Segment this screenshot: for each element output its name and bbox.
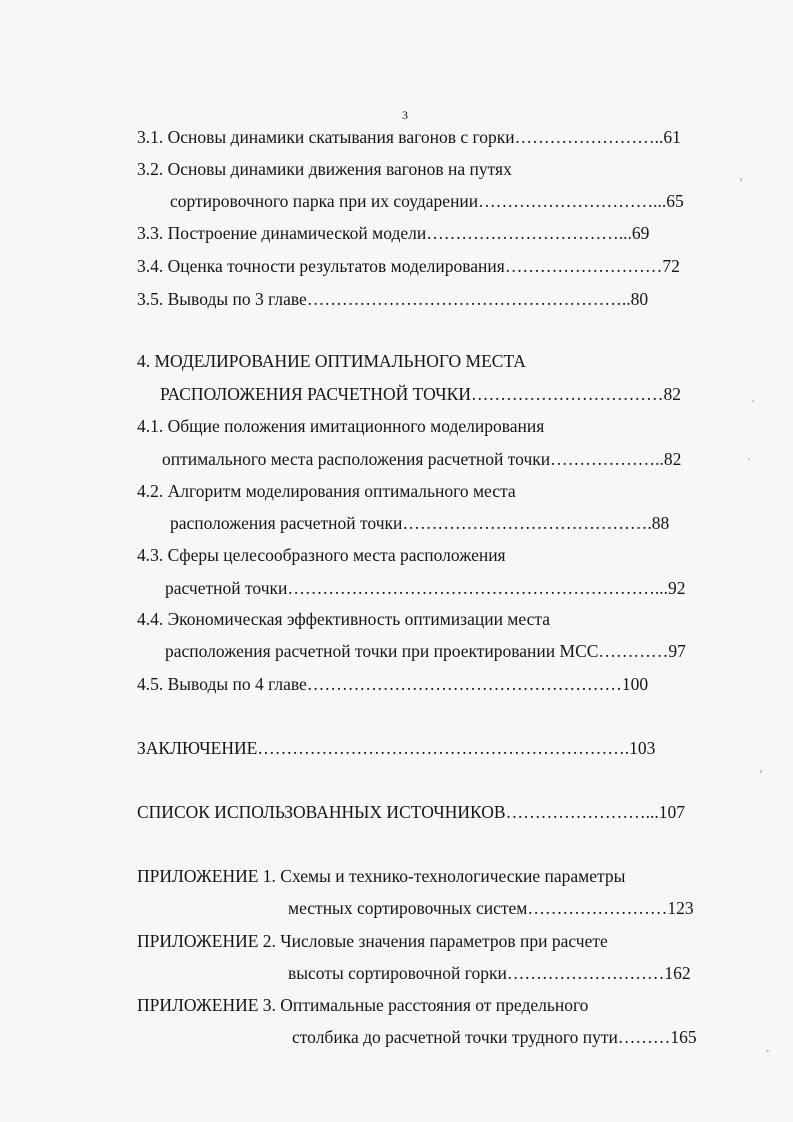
toc-appendix-3-line2: столбика до расчетной точки трудного пути………165	[292, 1027, 697, 1047]
toc-entry-4-1-line1: 4.1. Общие положения имитационного моделирования	[137, 416, 545, 436]
scan-speck	[766, 1050, 769, 1052]
scan-speck	[740, 178, 742, 181]
toc-entry-3-5: 3.5. Выводы по 3 главе………………………………………………..80	[137, 289, 649, 309]
scan-speck	[760, 770, 762, 773]
toc-appendix-3-line1: ПРИЛОЖЕНИЕ 3. Оптимальные расстояния от предельного	[137, 995, 589, 1015]
toc-chapter-4-line1: 4. МОДЕЛИРОВАНИЕ ОПТИМАЛЬНОГО МЕСТА	[137, 351, 526, 371]
toc-entry-4-1-line2: оптимального места расположения расчетной точки………………..82	[162, 449, 682, 469]
toc-entry-4-2-line2: расположения расчетной точки…………………………………….88	[170, 513, 670, 533]
toc-entry-4-2-line1: 4.2. Алгоритм моделирования оптимального места	[137, 481, 516, 501]
toc-appendix-1-line1: ПРИЛОЖЕНИЕ 1. Схемы и технико-технологические параметры	[137, 866, 626, 886]
toc-entry-4-4-line1: 4.4. Экономическая эффективность оптимизации места	[137, 609, 550, 629]
toc-entry-3-2-line1: 3.2. Основы динамики движения вагонов на путях	[137, 159, 512, 179]
toc-entry-3-4: 3.4. Оценка точности результатов моделирования………………………72	[137, 256, 680, 276]
scan-speck	[752, 400, 754, 402]
toc-appendix-2-line2: высоты сортировочной горки………………………162	[288, 963, 691, 983]
toc-sources: СПИСОК ИСПОЛЬЗОВАННЫХ ИСТОЧНИКОВ……………………...107	[137, 802, 685, 822]
scan-speck	[748, 458, 750, 460]
toc-entry-4-5: 4.5. Выводы по 4 главе………………………………………………100	[137, 674, 649, 694]
toc-entry-4-3-line2: расчетной точки………………………………………………………...92	[165, 578, 686, 598]
toc-chapter-4-line2: РАСПОЛОЖЕНИЯ РАСЧЕТНОЙ ТОЧКИ……………………………82	[160, 384, 681, 404]
toc-entry-4-4-line2: расположения расчетной точки при проектировании МСС…………97	[165, 641, 686, 661]
toc-appendix-2-line1: ПРИЛОЖЕНИЕ 2. Числовые значения параметров при расчете	[137, 931, 608, 951]
page-number: 3	[402, 108, 408, 122]
toc-entry-3-2-line2: сортировочного парка при их соударении…………………………...65	[170, 191, 684, 211]
toc-entry-3-3: 3.3. Построение динамической модели……………………………...69	[137, 223, 650, 243]
toc-conclusion: ЗАКЛЮЧЕНИЕ……………………………………………………….103	[137, 738, 656, 758]
toc-appendix-1-line2: местных сортировочных систем……………………123	[288, 898, 694, 918]
toc-entry-3-1: 3.1. Основы динамики скатывания вагонов с горки……………………..61	[137, 127, 681, 147]
toc-entry-4-3-line1: 4.3. Сферы целесообразного места расположения	[137, 545, 506, 565]
